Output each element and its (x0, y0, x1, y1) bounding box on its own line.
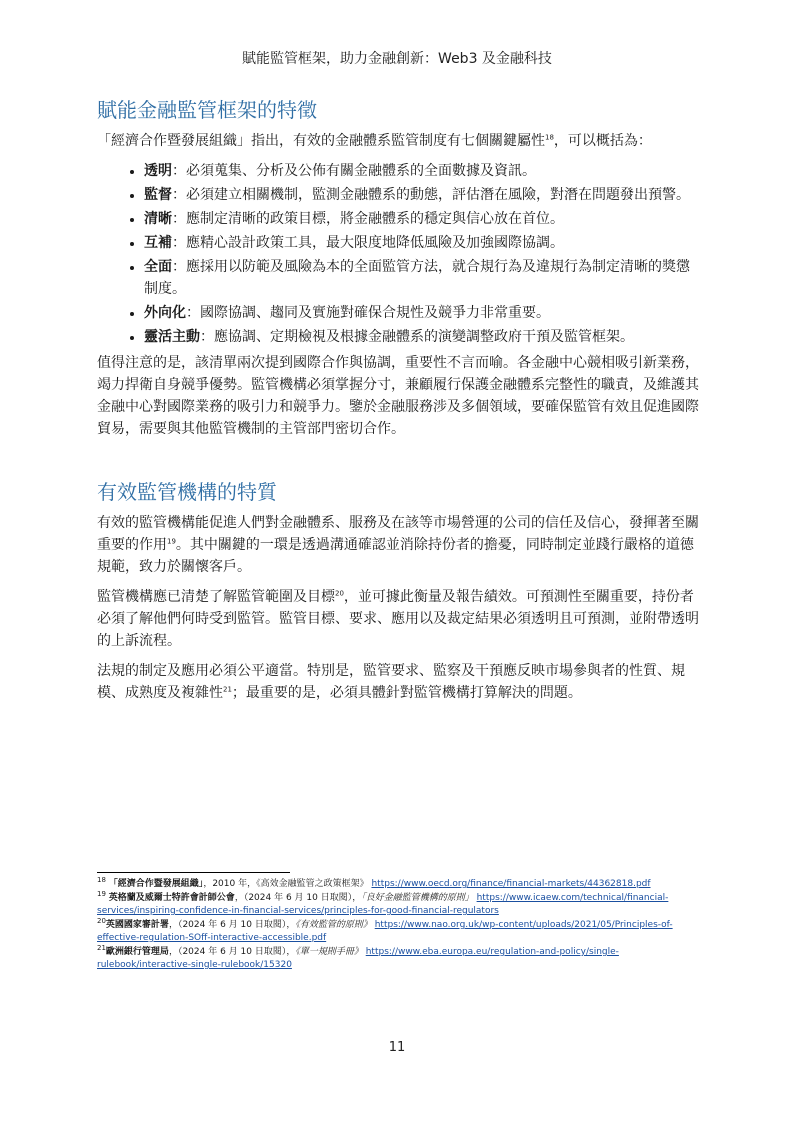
footnote-20: $^{20}$英國國家審計署，（2024 年 6 月 10 日取閱），《有效監管的原則》 https://www.nao.org.uk/wp-content/uploads/2021/05/Principles-of-effective-regulation-SOff-interactive-accessible.pdf (97, 917, 673, 943)
main-content (97, 96, 702, 712)
body-paragraph: 法規的制定及應用必須公平適當。特別是，監管要求、監察及干預應反映市場參與者的性質、規模、成熟度及複雜性$^{21}$；最重要的是，必須具體針對監管機構打算解決的問題。 (97, 663, 685, 701)
list-item: • 監督：必須建立相關機制，監測金融體系的動態，評估潛在風險，對潛在問題發出預警。 (144, 184, 702, 206)
body-paragraph: 有效的監管機構能促進人們對金融體系、服務及在該等市場營運的公司的信任及信心，發揮著至關重要的作用$^{19}$。其中關鍵的一環是透過溝通確認並消除持份者的擔憂，同時制定並踐行嚴格的道德規範，致力於關懷客戶。 (97, 515, 699, 575)
attribute-list (97, 160, 702, 348)
footnote-ref-21[interactable]: 21 (223, 685, 232, 694)
list-item: • 互補：應精心設計政策工具，最大限度地降低風險及加強國際協調。 (144, 232, 702, 254)
footnote-ref-18[interactable]: 18 (545, 133, 554, 142)
intro-paragraph: 「經濟合作暨發展組織」指出，有效的金融體系監管制度有七個關鍵屬性$^{18}$，可以概括為： (97, 133, 652, 149)
list-item: • 靈活主動：應協調、定期檢視及根據金融體系的演變調整政府干預及監管框架。 (144, 326, 702, 348)
closing-paragraph: 值得注意的是，該清單兩次提到國際合作與協調，重要性不言而喻。各金融中心競相吸引新業務，竭力捍衛自身競爭優勢。監管機構必須掌握分寸，兼顧履行保護金融體系完整性的職責，及維護其金融中心對國際業務的吸引力和競爭力。鑒於金融服務涉及多個領域，要確保監管有效且促進國際貿易，需要與其他監管機制的主管部門密切合作。 (97, 355, 699, 437)
footnotes (97, 878, 697, 973)
footnote-19: $^{19}$ 英格蘭及威爾士特許會計師公會，（2024 年 6 月 10 日取閱），「良好金融監管機構的原則」 https://www.icaew.com/technical/financial-services/inspiring-confidence-in-financial-services/principles-for-good-financial-regulators (97, 890, 669, 916)
list-item: • 透明：必須蒐集、分析及公佈有關金融體系的全面數據及資訊。 (144, 160, 702, 182)
footnote-ref-19[interactable]: 19 (167, 537, 176, 546)
footnote-link[interactable]: https://www.icaew.com/technical/financial-services/inspiring-confidence-in-financial-services/principles-for-good-financial-regulators (97, 893, 669, 916)
list-item: • 全面：應採用以防範及風險為本的全面監管方法，就合規行為及違規行為制定清晰的獎懲制度。 (144, 256, 702, 300)
footnote-21: $^{21}$歐洲銀行管理局，（2024 年 6 月 10 日取閱），《單一規則手冊》 https://www.eba.europa.eu/regulation-and-policy/single-rulebook/interactive-single-rulebook/15320 (97, 944, 619, 970)
footnote-18: $^{18}$ 「經濟合作暨發展組織」，2010 年，《高效金融監管之政策框架》 https://www.oecd.org/finance/financial-markets/44362818.pdf (97, 876, 651, 889)
section-heading-features: 賦能金融監管框架的特徵 (97, 98, 317, 122)
footnote-divider (97, 872, 290, 873)
footnote-link[interactable]: https://www.oecd.org/finance/financial-markets/44362818.pdf (371, 879, 651, 889)
section-heading-qualities: 有效監管機構的特質 (97, 480, 277, 504)
footnote-ref-20[interactable]: 20 (335, 589, 344, 598)
page-header: 賦能監管框架，助力金融創新：Web3 及金融科技 (242, 51, 552, 67)
list-item: • 清晰：應制定清晰的政策目標，將金融體系的穩定與信心放在首位。 (144, 208, 702, 230)
body-paragraph: 監管機構應已清楚了解監管範圍及目標$^{20}$，並可據此衡量及報告績效。可預測性至關重要，持份者必須了解他們何時受到監管。監管目標、要求、應用以及裁定結果必須透明且可預測，並附帶透明的上訴流程。 (97, 589, 699, 649)
footnote-link[interactable]: https://www.eba.europa.eu/regulation-and-policy/single-rulebook/interactive-single-rulebook/15320 (97, 947, 619, 970)
page-number: 11 (388, 1040, 406, 1055)
list-item: • 外向化：國際協調、趨同及實施對確保合規性及競爭力非常重要。 (144, 302, 702, 324)
footnote-link[interactable]: https://www.nao.org.uk/wp-content/uploads/2021/05/Principles-of-effective-regulation-SOff-interactive-accessible.pdf (97, 920, 673, 943)
